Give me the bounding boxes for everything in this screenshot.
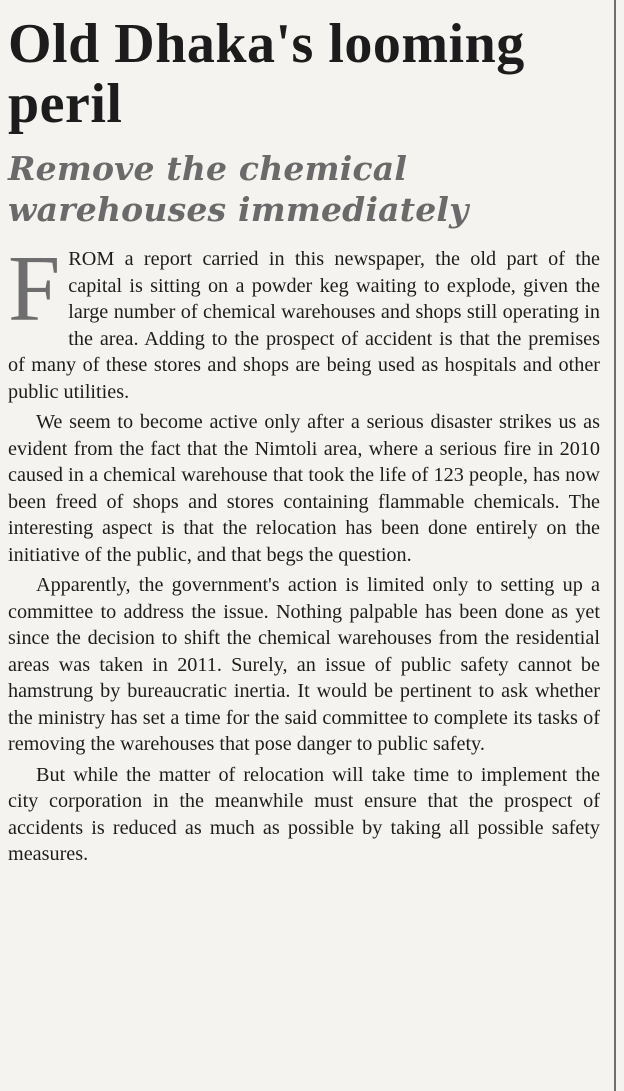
subheadline: Remove the chemical warehouses immediately xyxy=(8,149,469,229)
paragraph-3: Apparently, the government's action is limited only to setting up a committee to address the issue. Nothing palpable has been done as yet since the decision to shift the chemical warehouses from the residential areas was taken in 2011. Surely, an issue of public safety cannot be hamstrung by bureaucratic inertia. It would be pertinent to ask whether the ministry has set a time for the said committee to complete its tasks of removing the warehouses that pose danger to public safety. xyxy=(8,574,600,755)
paragraph-1-text: ROM a report carried in this newspaper, the old part of the capital is sitting on a powder keg waiting to explode, given the large number of chemical warehouses and shops still operating in the area. Adding to the prospect of accident is that the premises of many of these stores and shops are being used as hospitals and other public utilities. xyxy=(8,248,600,403)
headline: Old Dhaka's looming peril xyxy=(8,13,525,135)
article-body xyxy=(8,237,600,868)
paragraph-2: We seem to become active only after a serious disaster strikes us as evident from the fact that the Nimtoli area, where a serious fire in 2010 caused in a chemical warehouse that took the life of 123 people, has now been freed of shops and stores containing flammable chemicals. The interesting aspect is that the relocation has been done entirely on the initiative of the public, and that begs the question. xyxy=(8,411,600,566)
paragraph-4: But while the matter of relocation will take time to implement the city corporation in the meanwhile must ensure that the prospect of accidents is reduced as much as possible by taking all possible safety measures. xyxy=(8,763,600,865)
paragraph-1 xyxy=(8,237,600,405)
drop-cap: F xyxy=(8,237,61,341)
editorial-article xyxy=(8,14,600,872)
column-divider-rule xyxy=(614,0,616,1091)
